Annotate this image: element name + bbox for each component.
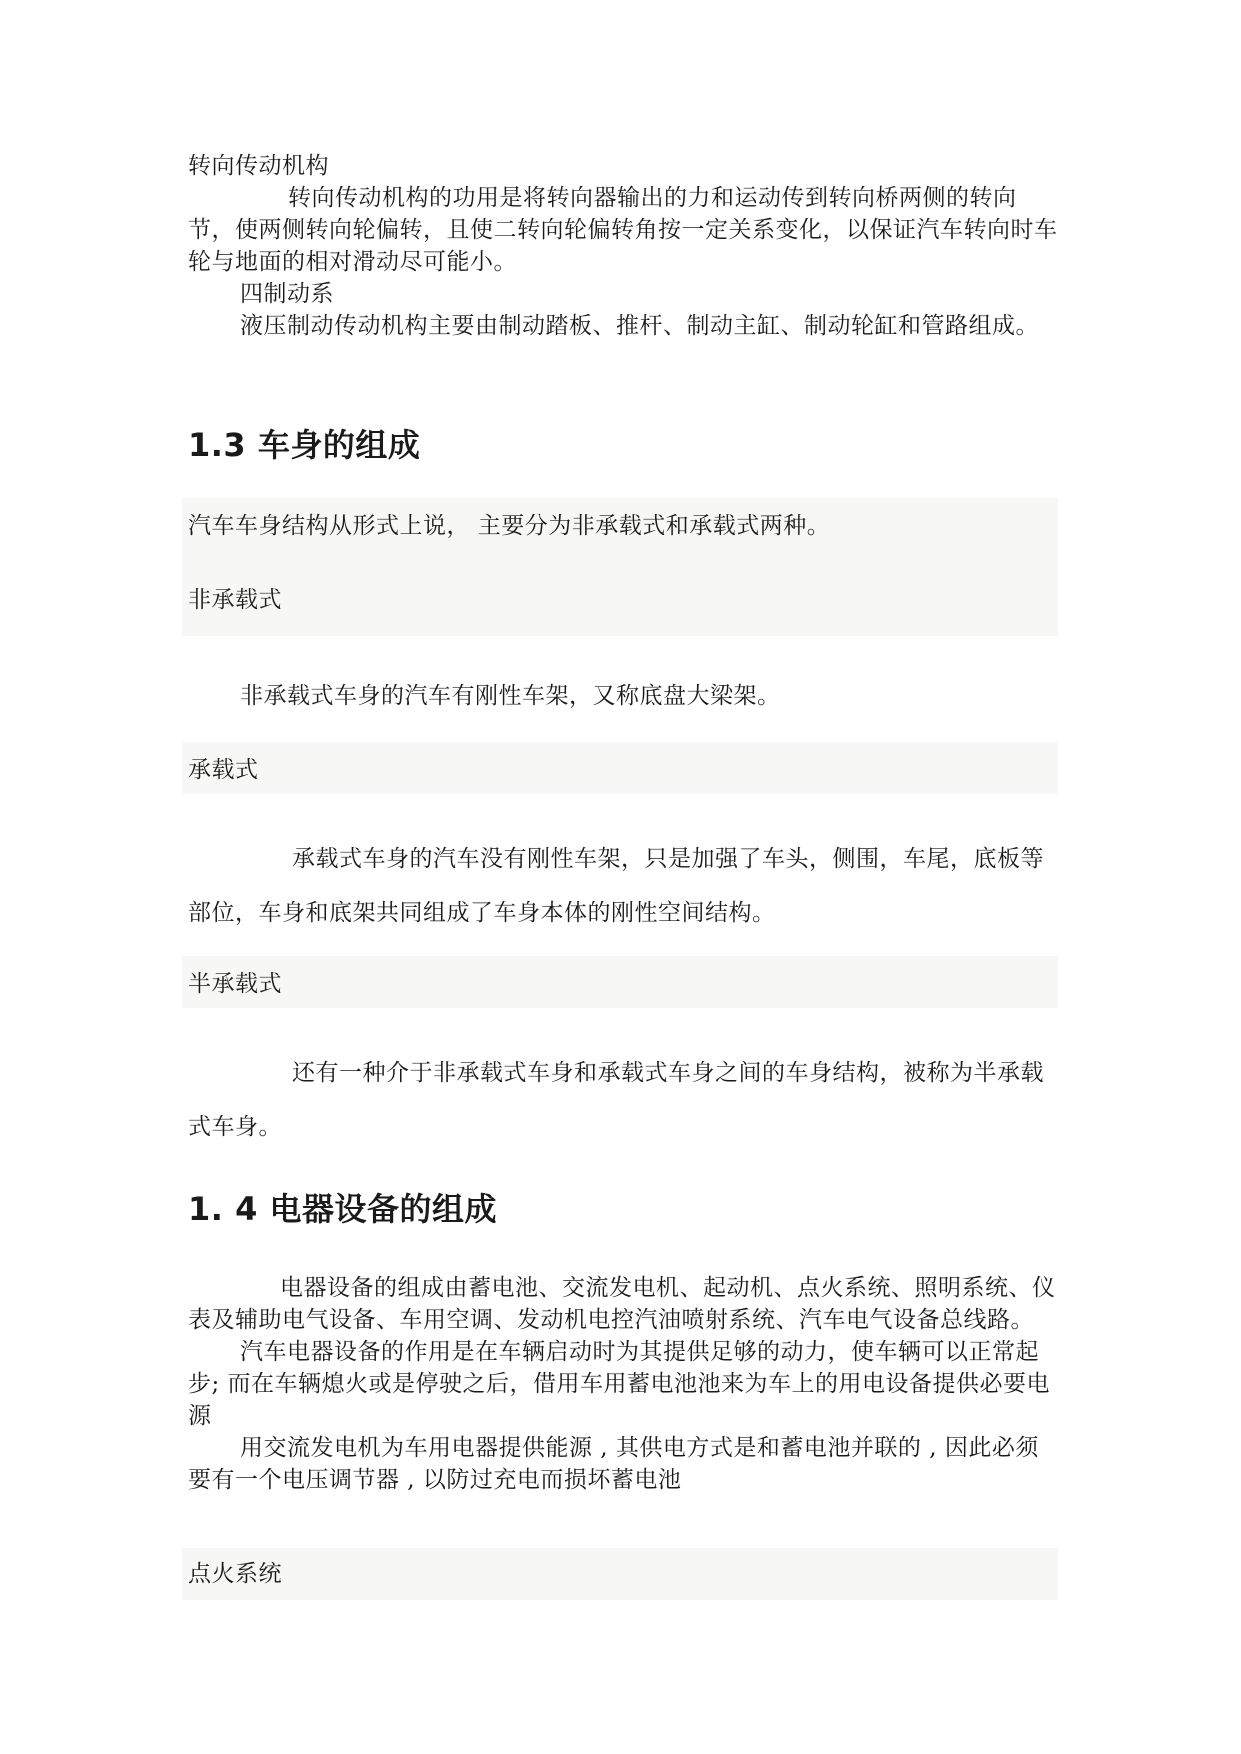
- body-structure-intro: 汽车车身结构从形式上说， 主要分为非承载式和承载式两种。: [188, 513, 831, 539]
- steering-body: 转向传动机构的功用是将转向器输出的力和运动传到转向桥两侧的转向节，使两侧转向轮偏转，且使二转向轮偏转角按一定关系变化，以保证汽车转向时车轮与地面的相对滑动尽可能小。: [188, 185, 1058, 275]
- electrical-para-3: 用交流发电机为车用电器提供能源 , 其供电方式是和蓄电池并联的 , 因此必须要有一个电压调节器 , 以防过充电而损坏蓄电池: [188, 1435, 1039, 1493]
- non-load-body: 非承载式车身的汽车有刚性车架，又称底盘大梁架。: [240, 683, 781, 709]
- electrical-para-2: 汽车电器设备的作用是在车辆启动时为其提供足够的动力，使车辆可以正常起步; 而在车辆熄火或是停驶之后，借用车用蓄电池池来为车上的用电设备提供必要电源: [188, 1339, 1051, 1429]
- load-body: 承载式车身的汽车没有刚性车架，只是加强了车头，侧围，车尾，底板等部位，车身和底架共同组成了车身本体的刚性空间结构。: [188, 846, 1044, 926]
- section-title-1-3: 1.3 车身的组成: [188, 426, 421, 464]
- electrical-para-1: 电器设备的组成由蓄电池、交流发电机、起动机、点火系统、照明系统、仪表及辅助电气设备、车用空调、发动机电控汽油喷射系统、汽车电气设备总线路。: [188, 1275, 1056, 1333]
- ignition-label-box: [182, 1548, 1058, 1600]
- load-label: 承载式: [188, 757, 259, 783]
- load-label-box: [182, 742, 1058, 794]
- semi-load-body: 还有一种介于非承载式车身和承载式车身之间的车身结构，被称为半承载式车身。: [188, 1060, 1044, 1140]
- section-title-1-4: 1. 4 电器设备的组成: [188, 1190, 497, 1228]
- brake-section: [188, 278, 1058, 342]
- semi-load-label: 半承载式: [188, 971, 282, 997]
- steering-heading: 转向传动机构: [188, 153, 329, 179]
- body-structure-intro-box: [182, 498, 1058, 636]
- brake-body: 液压制动传动机构主要由制动踏板、推杆、制动主缸、制动轮缸和管路组成。: [240, 313, 1039, 339]
- electrical-paragraphs: [188, 1272, 1058, 1496]
- semi-load-label-box: [182, 956, 1058, 1008]
- ignition-label: 点火系统: [188, 1561, 282, 1587]
- brake-heading: 四制动系: [240, 281, 334, 307]
- steering-section: [188, 150, 1058, 278]
- non-load-label: 非承载式: [188, 587, 282, 613]
